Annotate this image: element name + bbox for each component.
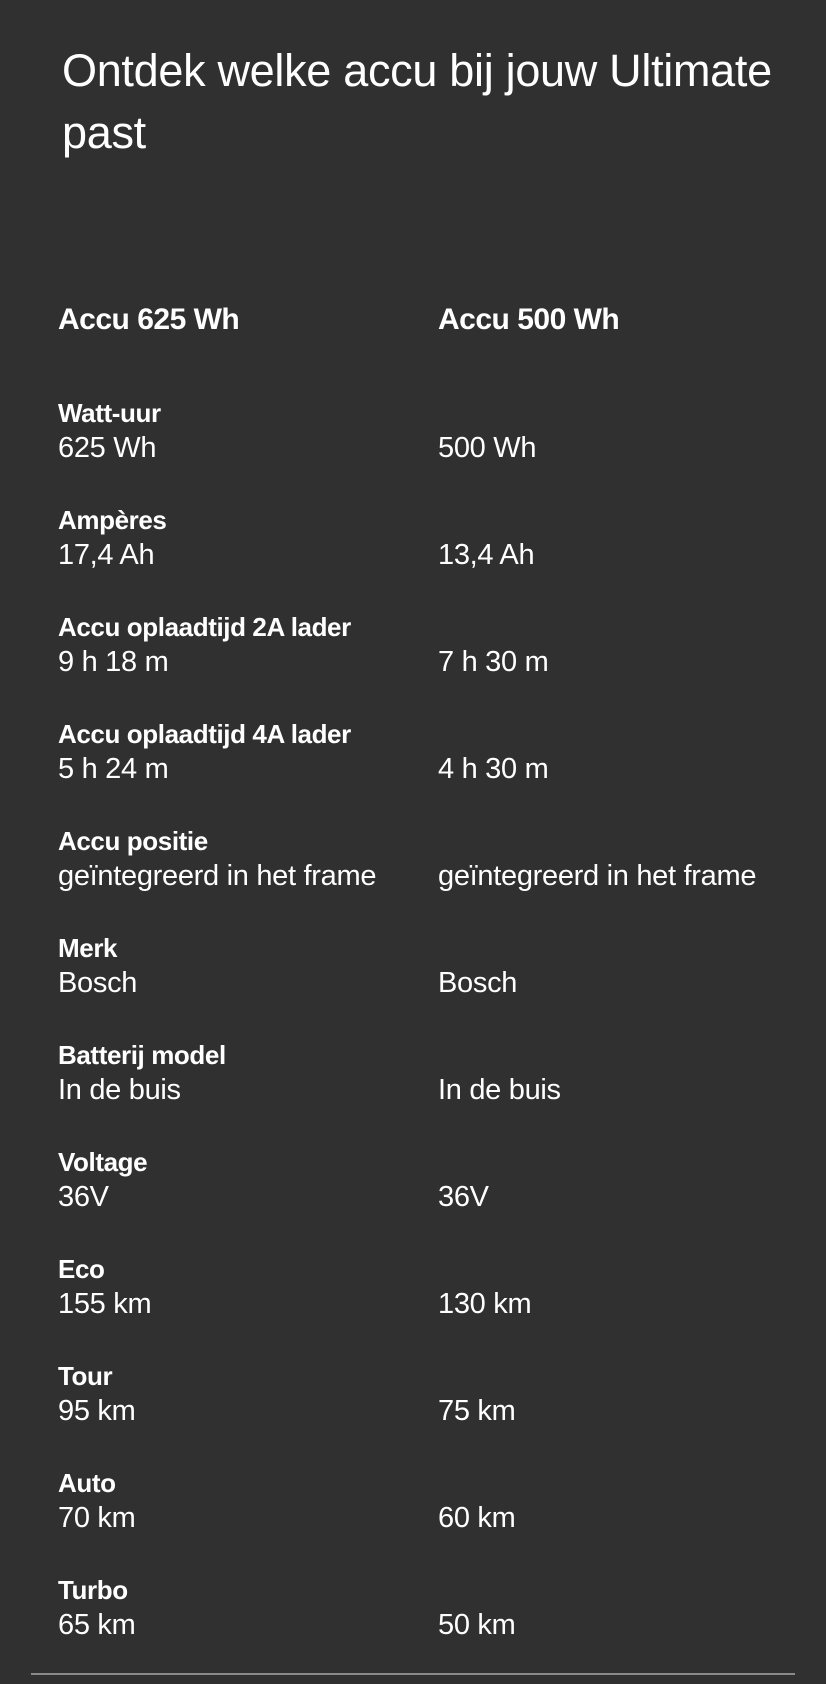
spec-label: Voltage [58,1147,148,1177]
spec-label: Accu positie [58,826,208,856]
table-row [0,1573,826,1680]
table-row [0,931,826,1038]
spec-value-accu-500: 13,4 Ah [438,539,535,571]
spec-value-accu-500: 7 h 30 m [438,646,549,678]
page-title: Ontdek welke accu bij jouw Ultimate past [62,45,772,158]
spec-label: Turbo [58,1575,128,1605]
spec-label: Eco [58,1254,105,1284]
spec-label: Accu oplaadtijd 4A lader [58,719,351,749]
table-row [0,717,826,824]
spec-label: Merk [58,933,118,963]
table-row [0,1359,826,1466]
table-row [0,1252,826,1359]
spec-value-accu-625: 65 km [58,1609,136,1641]
spec-label: Accu oplaadtijd 2A lader [58,612,351,642]
table-row [0,610,826,717]
spec-value-accu-500: 4 h 30 m [438,753,549,785]
divider [31,1673,795,1675]
spec-value-accu-625: 9 h 18 m [58,646,169,678]
spec-value-accu-500: 500 Wh [438,432,537,464]
table-row [0,1145,826,1252]
spec-label: Batterij model [58,1040,226,1070]
spec-value-accu-625: 70 km [58,1502,136,1534]
table-row [0,1038,826,1145]
spec-value-accu-625: Bosch [58,967,138,999]
spec-label: Ampères [58,505,167,535]
spec-value-accu-500: 60 km [438,1502,516,1534]
spec-value-accu-625: 17,4 Ah [58,539,155,571]
spec-value-accu-500: geïntegreerd in het frame [438,860,757,892]
spec-value-accu-625: 155 km [58,1288,152,1320]
spec-value-accu-625: In de buis [58,1074,181,1106]
spec-value-accu-625: 625 Wh [58,432,157,464]
spec-value-accu-500: 50 km [438,1609,516,1641]
spec-table [0,396,826,1680]
column-header-accu-500: Accu 500 Wh [438,303,620,336]
table-row [0,824,826,931]
spec-label: Tour [58,1361,113,1391]
spec-value-accu-625: 5 h 24 m [58,753,169,785]
column-header-accu-625: Accu 625 Wh [58,303,240,336]
spec-value-accu-500: Bosch [438,967,518,999]
spec-value-accu-500: In de buis [438,1074,561,1106]
spec-label: Auto [58,1468,116,1498]
spec-value-accu-625: 95 km [58,1395,136,1427]
spec-label: Watt-uur [58,398,161,428]
spec-value-accu-625: 36V [58,1181,109,1213]
table-row [0,1466,826,1573]
table-row [0,396,826,503]
table-row [0,503,826,610]
spec-value-accu-500: 36V [438,1181,489,1213]
spec-value-accu-625: geïntegreerd in het frame [58,860,377,892]
spec-value-accu-500: 75 km [438,1395,516,1427]
spec-value-accu-500: 130 km [438,1288,532,1320]
